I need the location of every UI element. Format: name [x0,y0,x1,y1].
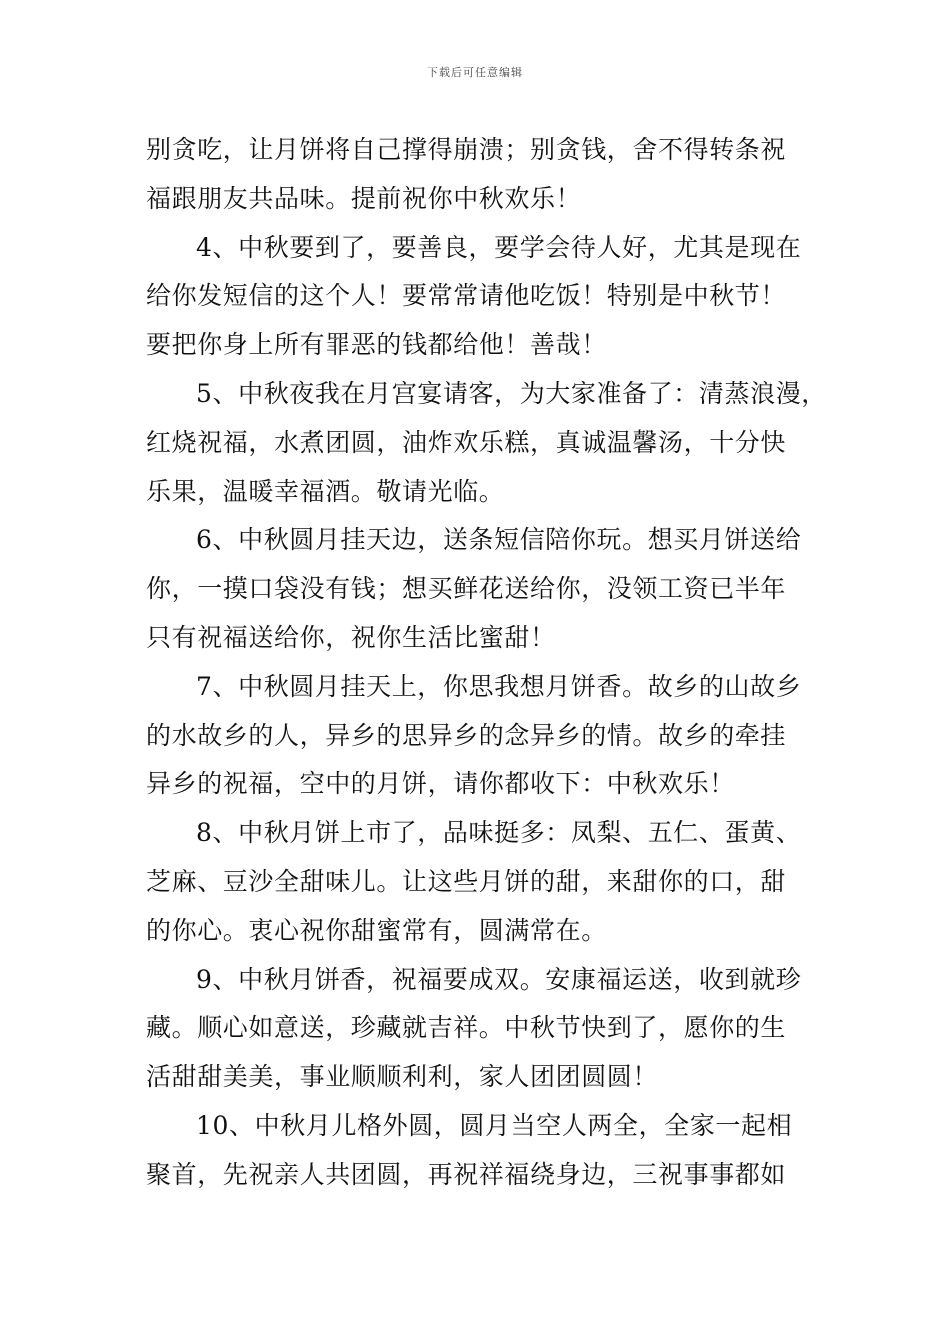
paragraph-line: 6、中秋圆月挂天边，送条短信陪你玩。想买月饼送给 [196,525,802,555]
paragraph-line: 9、中秋月饼香，祝福要成双。安康福运送，收到就珍 [196,964,802,994]
paragraph-line: 8、中秋月饼上市了，品味挺多：凤梨、五仁、蛋黄、 [196,818,802,848]
text-line: 给你发短信的这个人！要常常请他吃饭！特别是中秋节！ [146,281,787,311]
paragraph-line: 7、中秋圆月挂天上，你思我想月饼香。故乡的山故乡 [196,671,802,701]
text-line: 要把你身上所有罪恶的钱都给他！善哉！ [146,330,607,360]
text-line: 活甜甜美美，事业顺顺利利，家人团团圆圆！ [146,1062,659,1092]
text-line: 福跟朋友共品味。提前祝你中秋欢乐！ [146,183,582,213]
text-line: 只有祝福送给你，祝你生活比蜜甜！ [146,622,556,652]
document-body [146,126,827,1200]
text-line: 的你心。衷心祝你甜蜜常有，圆满常在。 [146,915,607,945]
page-header: 下载后可任意编辑 [427,66,523,79]
text-line: 芝麻、豆沙全甜味儿。让这些月饼的甜，来甜你的口，甜 [146,866,787,896]
text-line: 乐果，温暖幸福酒。敬请光临。 [146,476,505,506]
text-line: 异乡的祝福，空中的月饼，请你都收下：中秋欢乐！ [146,769,735,799]
paragraph-line: 10、中秋月儿格外圆，圆月当空人两全，全家一起相 [196,1110,793,1140]
text-line: 你，一摸口袋没有钱；想买鲜花送给你，没领工资已半年 [146,574,787,604]
text-line: 红烧祝福，水煮团圆，油炸欢乐糕，真诚温馨汤，十分快 [146,427,787,457]
text-line: 别贪吃，让月饼将自己撑得崩溃；别贪钱，舍不得转条祝 [146,135,787,164]
paragraph-line: 4、中秋要到了，要善良，要学会待人好，尤其是现在 [196,232,802,262]
text-line: 藏。顺心如意送，珍藏就吉祥。中秋节快到了，愿你的生 [146,1013,787,1043]
paragraph-line: 5、中秋夜我在月宫宴请客，为大家准备了：清蒸浪漫， [196,378,827,408]
text-line: 的水故乡的人，异乡的思异乡的念异乡的情。故乡的牵挂 [146,720,787,750]
text-line: 聚首，先祝亲人共团圆，再祝祥福绕身边，三祝事事都如 [146,1159,787,1189]
